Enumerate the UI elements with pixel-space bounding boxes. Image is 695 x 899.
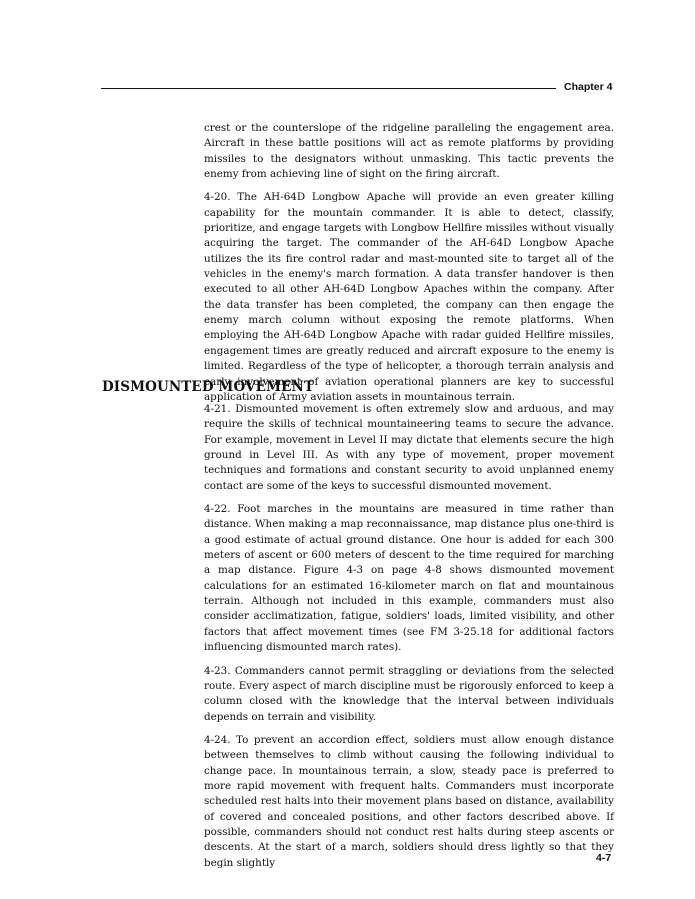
paragraph-4-22: 4-22. Foot marches in the mountains are measured in time rather than distance. When making a map reconnaissance, map distance plus one-third is a good estimate of actual ground distance. One hour is added for each 300 meters of ascent or 600 meters of descent to the time required for marching a map distance. Figure 4-3 on page 4-8 shows dismounted movement calculations for an estimated 16-kilometer march on flat and mountainous terrain. Although not included in this example, commanders must also consider acclimatization, fatigue, soldiers' loads, limited visibility, and other factors that affect movement times (see FM 3-25.18 for additional factors influencing dismounted march rates). (204, 503, 614, 654)
header-rule (101, 88, 556, 89)
page-number: 4-7 (596, 852, 612, 864)
paragraph-4-23: 4-23. Commanders cannot permit straggling or deviations from the selected route. Every aspect of march discipline must be rigorously enforced to keep a column closed with the knowledge that the interval between individuals depends on terrain and visibility. (204, 664, 614, 723)
body-block-2 (204, 402, 614, 871)
section-heading: DISMOUNTED MOVEMENT (102, 379, 315, 395)
paragraph-4-24: 4-24. To prevent an accordion effect, soldiers must allow enough distance between themselves to climb without causing the following individual to change pace. In mountainous terrain, a slow, steady pace is preferred to more rapid movement with frequent halts. Commanders must incorporate scheduled rest halts into their movement plans based on distance, availability of covered and concealed positions, and other factors described above. If possible, commanders should not conduct rest halts during steep ascents or descents. At the start of a march, soldiers should dress lightly so that they begin slightly (204, 733, 614, 869)
chapter-label: Chapter 4 (564, 81, 613, 93)
body-block-1 (204, 121, 614, 405)
paragraph-4-20: 4-20. The AH-64D Longbow Apache will provide an even greater killing capability for the mountain commander. It is able to detect, classify, prioritize, and engage targets with Longbow Hellfire missiles without visually acquiring the target. The commander of the AH-64D Longbow Apache utilizes the its fire control radar and mast-mounted site to target all of the vehicles in the enemy's march formation. A data transfer handover is then executed to all other AH-64D Longbow Apaches within the company. After the data transfer has been completed, the company can then engage the enemy march column without exposing the remote platforms. When employing the AH-64D Longbow Apache with radar guided Hellfire missiles, engagement times are greatly reduced and aircraft exposure to the enemy is limited. Regardless of the type of helicopter, a thorough terrain analysis and early involvement of aviation operational planners are key to successful application of Army aviation assets in mountainous terrain. (204, 191, 614, 403)
paragraph-continuation: crest or the counterslope of the ridgeline paralleling the engagement area. Aircraft in these battle positions will act as remote platforms by providing missiles to the designators without unmasking. This tactic prevents the enemy from achieving line of sight on the firing aircraft. (204, 122, 614, 181)
paragraph-4-21: 4-21. Dismounted movement is often extremely slow and arduous, and may require the skills of technical mountaineering teams to secure the advance. For example, movement in Level II may dictate that elements secure the high ground in Level III. As with any type of movement, proper movement techniques and formations and constant security to avoid unplanned enemy contact are some of the keys to successful dismounted movement. (204, 403, 614, 492)
